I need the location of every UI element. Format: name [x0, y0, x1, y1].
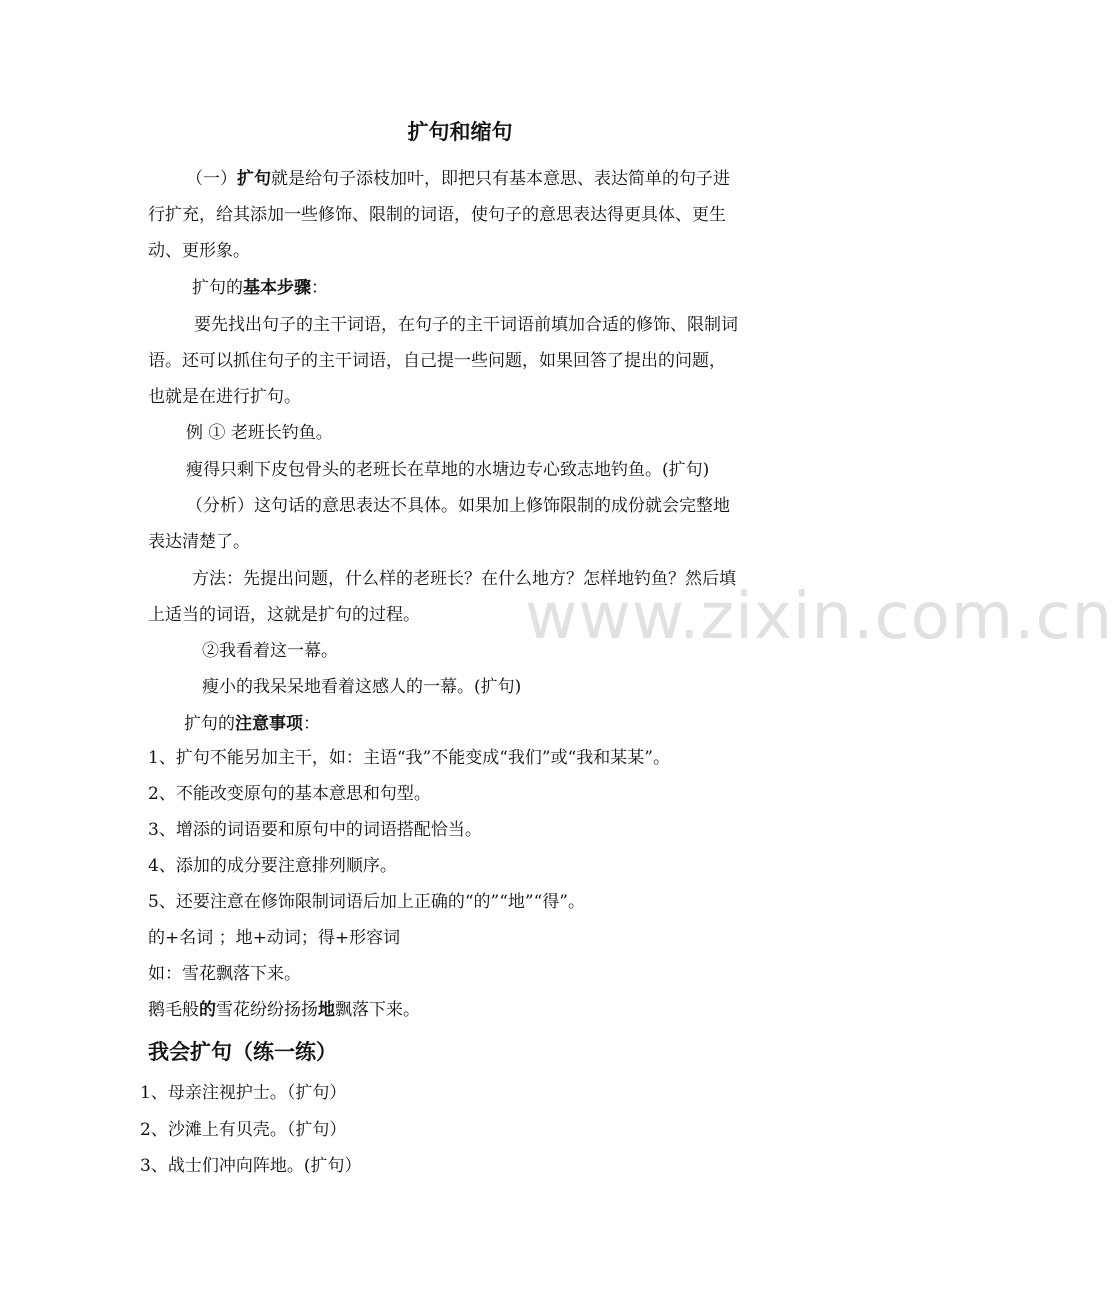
example-1-method-line-1: 方法：先提出问题，什么样的老班长？在什么地方？怎样地钓鱼？然后填	[192, 569, 736, 589]
note-item-3: 3、增添的词语要和原句中的词语搭配恰当。	[148, 820, 482, 840]
notes-rule: 的+名词 ；地+动词；得+形容词	[148, 928, 401, 948]
notes-label-prefix: 扩句的	[184, 714, 235, 734]
note-item-1: 1、扩句不能另加主干，如：主语“我”不能变成“我们”或“我和某某”。	[148, 748, 670, 768]
intro-line-1	[186, 167, 730, 191]
notes-example-sentence	[148, 998, 420, 1022]
notes-label-bold: 注意事项	[235, 714, 303, 734]
practice-heading: 我会扩句（练一练）	[148, 1039, 337, 1064]
steps-paragraph-line-3: 也就是在进行扩句。	[148, 387, 301, 407]
practice-item-2: 2、沙滩上有贝壳。（扩句）	[140, 1120, 347, 1140]
intro-prefix: （一）	[186, 169, 237, 189]
note-item-2: 2、不能改变原句的基本意思和句型。	[148, 784, 431, 804]
watermark: www.zixin.com.cn	[525, 580, 1113, 654]
example-1-label: 例 ① 老班长钓鱼。	[186, 423, 333, 443]
steps-label-suffix: ：	[311, 278, 328, 298]
steps-paragraph-line-2: 语。还可以抓住句子的主干词语，自己提一些问题，如果回答了提出的问题，	[148, 351, 726, 371]
practice-item-3: 3、战士们冲向阵地。(扩句）	[140, 1156, 362, 1176]
steps-label-bold: 基本步骤	[243, 278, 311, 298]
example-post: 飘落下来。	[335, 1000, 420, 1020]
notes-label	[184, 712, 320, 736]
notes-label-suffix: ：	[303, 714, 320, 734]
example-de: 的	[199, 1000, 216, 1020]
example-1-analysis-line-1: （分析）这句话的意思表达不具体。如果加上修饰限制的成份就会完整地	[186, 496, 730, 516]
example-1-method-line-2: 上适当的词语，这就是扩句的过程。	[148, 605, 420, 625]
notes-example-label: 如：雪花飘落下来。	[148, 964, 301, 984]
example-mid: 雪花纷纷扬扬	[216, 1000, 318, 1020]
example-2-label: ②我看着这一幕。	[202, 641, 338, 661]
intro-term: 扩句	[237, 169, 271, 189]
example-1-expanded: 瘦得只剩下皮包骨头的老班长在草地的水塘边专心致志地钓鱼。(扩句)	[186, 460, 710, 480]
intro-line-3: 动、更形象。	[148, 241, 250, 261]
practice-item-1: 1、母亲注视护士。（扩句）	[140, 1083, 347, 1103]
example-1-analysis-line-2: 表达清楚了。	[148, 532, 250, 552]
steps-paragraph-line-1: 要先找出句子的主干词语，在句子的主干词语前填加合适的修饰、限制词	[194, 315, 738, 335]
note-item-4: 4、添加的成分要注意排列顺序。	[148, 856, 397, 876]
steps-label-prefix: 扩句的	[192, 278, 243, 298]
example-2-expanded: 瘦小的我呆呆地看着这感人的一幕。(扩句)	[202, 677, 522, 697]
note-item-5: 5、还要注意在修饰限制词语后加上正确的“的”“地”“得”。	[148, 892, 585, 912]
steps-label	[192, 276, 328, 300]
intro-line-1-text: 就是给句子添枝加叶，即把只有基本意思、表达简单的句子进	[271, 169, 730, 189]
example-pre: 鹅毛般	[148, 1000, 199, 1020]
example-di: 地	[318, 1000, 335, 1020]
page-title: 扩句和缩句	[407, 119, 513, 144]
intro-line-2: 行扩充，给其添加一些修饰、限制的词语，使句子的意思表达得更具体、更生	[148, 205, 726, 225]
